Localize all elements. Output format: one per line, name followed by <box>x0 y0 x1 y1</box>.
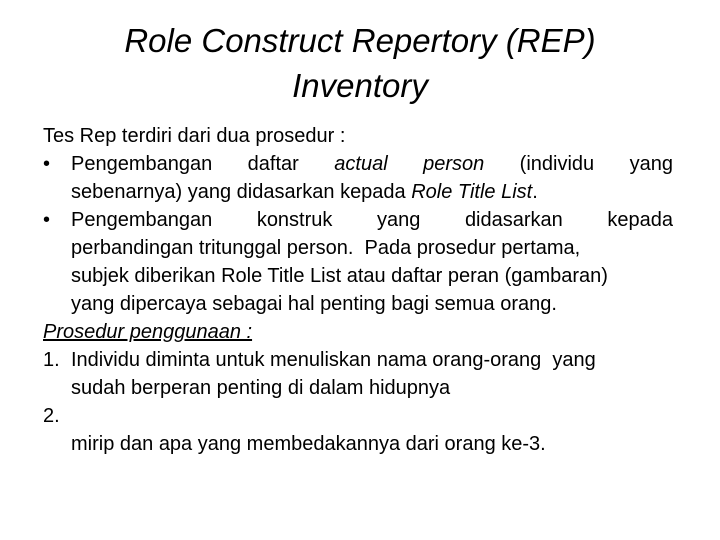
bullet-1-emphasis: Role Title List <box>411 181 533 203</box>
bullet-1-word: Pengembangan <box>71 153 213 175</box>
bullet-2-line-1 <box>71 206 673 234</box>
bullet-1-line-1 <box>71 150 673 178</box>
slide-body <box>43 122 673 458</box>
bullet-1-text: sebenarnya) yang didasarkan kepada <box>71 181 412 203</box>
bullet-1-text: . <box>532 181 538 203</box>
bullet-2-word: kepada <box>607 209 673 231</box>
step-number: 2. <box>43 405 60 427</box>
step-item-1 <box>43 346 673 402</box>
intro-text: Tes Rep terdiri dari dua prosedur : <box>43 125 346 147</box>
procedure-heading-text: Prosedur penggunaan : <box>43 321 253 343</box>
step-number: 1. <box>43 349 60 371</box>
bullet-2-line-3: subjek diberikan Role Title List atau daftar peran (gambaran) <box>71 265 608 287</box>
bullet-marker: • <box>43 153 51 175</box>
step-1-line-2: sudah berperan penting di dalam hidupnya <box>71 377 451 399</box>
step-2-line-2: mirip dan apa yang membedakannya dari orang ke-3. <box>71 433 546 455</box>
bullet-2-word: yang <box>376 209 421 231</box>
bullet-1-word: daftar <box>247 153 299 175</box>
step-item-2 <box>43 402 673 458</box>
bullet-2-word: didasarkan <box>464 209 563 231</box>
bullet-2-word: konstruk <box>256 209 333 231</box>
bullet-1-line-2 <box>71 178 673 206</box>
bullet-2-word: Pengembangan <box>71 209 213 231</box>
bullet-1-word: (individu <box>519 153 595 175</box>
step-2-line-1 <box>71 402 673 430</box>
bullet-1-word: person <box>423 153 485 175</box>
bullet-1-word: yang <box>629 153 673 175</box>
bullet-2-line-2: perbandingan tritunggal person. Pada prosedur pertama, <box>71 237 581 259</box>
bullet-item-2 <box>43 206 673 318</box>
title-line-1: Role Construct Repertory (REP) <box>124 22 596 59</box>
bullet-1-word: actual <box>334 153 388 175</box>
bullet-marker: • <box>43 209 51 231</box>
step-1-line-1: Individu diminta untuk menuliskan nama orang-orang yang <box>71 349 596 371</box>
procedure-heading <box>43 318 673 346</box>
title-line-2: Inventory <box>292 67 428 104</box>
slide-title <box>60 18 660 108</box>
bullet-2-line-4: yang dipercaya sebagai hal penting bagi semua orang. <box>71 293 557 315</box>
bullet-item-1 <box>43 150 673 206</box>
